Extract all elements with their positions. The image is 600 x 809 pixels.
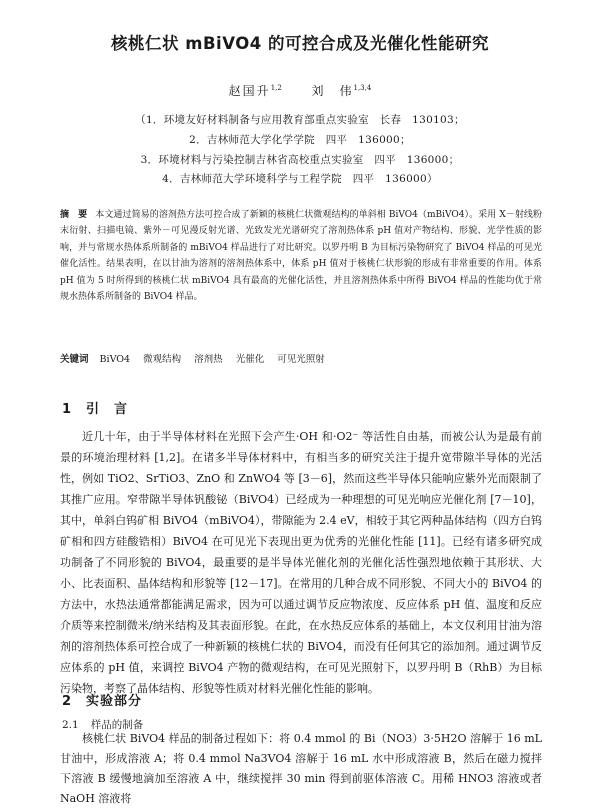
section-title: 实验部分 [86,694,143,709]
affiliation-line: （1．环境友好材料制备与应用教育部重点实验室 长春 130103； [135,114,465,126]
keyword: 光催化 [235,354,265,365]
affiliation-line: 4．吉林师范大学环境科学与工程学院 四平 136000） [162,173,438,185]
introduction-paragraph: 近几十年，由于半导体材料在光照下会产生·OH 和·O2⁻ 等活性自由基，而被公认为是最有前景的环境治理材料 [1,2]。在诸多半导体材料中，有相当多的研究关注于提升宽带隙半导体的光活性，例如 TiO2、SrTiO3、ZnO 和 ZnWO4 等 [3－6]，然而这些半导体只能响应紫外光而限制了其推广应用。窄带隙半导体钒酸铋（BiVO4）已经成为一种理想的可见光响应光催化剂 [7－10]，其中，单斜白钨矿相 BiVO4（mBiVO4），带隙能为 2.4 eV，相较于其它两种晶体结构（四方白钨矿相和四方硅酸锆相）BiVO4 在可见光下表现出更为优秀的光催化性能 [11]。已经有诸多研究成功制备了不同形貌的 BiVO4，最重要的是半导体光催化剂的光催化活性强烈地依赖于其形状、大小、比表面积、晶体结构和形貌等 [12－17]。在常用的几种合成不同形貌、不同大小的 BiVO4 的方法中，水热法通常都能满足需求，因为可以通过调节反应物浓度、反应体系 pH 值、温度和反应介质等来控制微米/纳米结构及其表面形貌。在此，在水热反应体系的基础上，本文仅利用甘油为溶剂的溶剂热体系可控合成了一种新颖的核桃仁状的 BiVO4，而没有任何其它的添加剂。通过调节反应体系的 pH 值，来调控 BiVO4 产物的微观结构，在可见光照射下，以罗丹明 B（RhB）为目标污染物，考察了晶体结构、形貌等性质对材料光催化性能的影响。 [60,430,542,695]
keyword: 溶剂热 [194,354,223,365]
sample-preparation-paragraph: 核桃仁状 BiVO4 样品的制备过程如下：将 0.4 mmol 的 Bi（NO3）3·5H2O 溶解于 16 mL 甘油中，形成溶液 A；将 0.4 mmol Na3VO4 溶解于 16 mL 水中形成溶液 B，然后在磁力搅拌下溶液 B 缓慢地滴加至溶液 A 中，继续搅拌 30 min 得到前驱体溶液 C。用稀 HNO3 溶液或者 NaOH 溶液将 [60,732,542,805]
author-affiliation-mark: 1,3,4 [353,84,372,92]
affiliation-line: 3．环境材料与污染控制吉林省高校重点实验室 四平 136000； [140,154,460,166]
section-title: 引 言 [86,402,129,417]
abstract-text: 本文通过简易的溶剂热方法可控合成了新颖的核桃仁状微观结构的单斜相 BiVO4（mBiVO4）。采用 X－射线粉末衍射、扫描电镜、紫外－可见漫反射光谱、光致发光光谱研究了溶剂热体系 pH 值对产物结构、形貌、光学性质的影响，并与常规水热体系所制备的 mBiVO4 样品进行了对比研究。以罗丹明 B 为目标污染物研究了 BiVO4 样品的可见光催化活性。结果表明，在以甘油为溶剂的溶剂热体系中，体系 pH 值对于核桃仁状形貌的形成有非常重要的作用。体系 pH 值为 5 时所得到的核桃仁状 mBiVO4 具有最高的光催化活性，并且溶剂热体系中所得 BiVO4 样品的性能均优于常规水热体系所制备的 BiVO4 样品。 [60,210,542,303]
keyword: 微观结构 [143,354,182,365]
author-affiliation-mark: 1,2 [270,84,282,92]
abstract [60,207,542,305]
paper-title: 核桃仁状 mBiVO4 的可控合成及光催化性能研究 [111,34,489,53]
keywords-label: 关键词 [60,354,89,365]
keywords [60,351,542,365]
affiliation-line: 2．吉林师范大学化学学院 四平 136000； [189,134,411,146]
author-list [0,82,600,99]
section-heading-introduction [62,398,128,417]
subsection-title: 样品的制备 [90,719,144,731]
keyword: 可见光照射 [277,354,325,365]
author-name: 赵国升 [228,84,271,98]
section-number: 1 [62,402,73,417]
section-number: 2 [62,694,73,709]
keyword: BiVO4 [99,354,131,365]
abstract-label: 摘 要 [60,210,88,220]
section-heading-experimental [62,690,142,709]
author-name: 刘 伟 [311,84,354,98]
subsection-number: 2.1 [62,719,79,731]
